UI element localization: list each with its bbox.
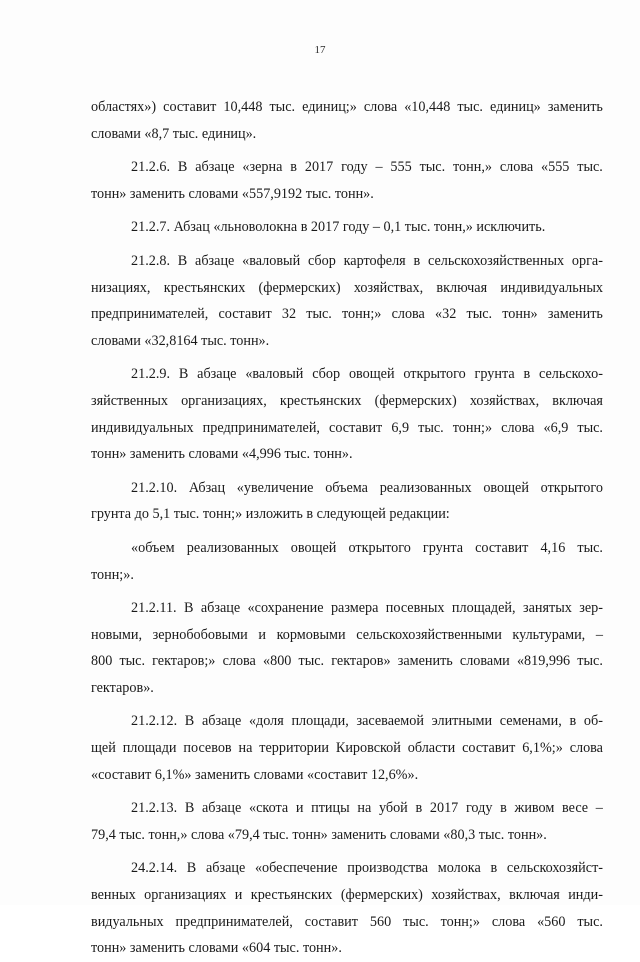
paragraph-gap xyxy=(91,528,603,535)
document-body xyxy=(91,94,603,962)
text-line: тонн» заменить словами «604 тыс. тонн». xyxy=(91,940,342,957)
page-number: 17 xyxy=(314,44,326,56)
paragraph-p-21-2-8 xyxy=(91,248,603,354)
paragraph-p-21-2-12 xyxy=(91,708,603,788)
paragraph-p-21-2-9 xyxy=(91,361,603,467)
paragraph-p-21-2-11 xyxy=(91,595,603,701)
paragraph-gap xyxy=(91,788,603,795)
paragraph-gap xyxy=(91,701,603,708)
paragraph-p-continued xyxy=(91,94,603,147)
text-line: предпринимателей, составит 32 тыс. тонн;» слова «32 тыс. тонн» заменить xyxy=(91,306,603,323)
paragraph-gap xyxy=(91,588,603,595)
text-line: зяйственных организациях, крестьянских (фермерских) хозяйствах, включая xyxy=(91,392,603,409)
text-line: видуальных предпринимателей, составит 560 тыс. тонн;» слова «560 тыс. xyxy=(91,913,603,930)
text-line: 21.2.13. В абзаце «скота и птицы на убой в 2017 году в живом весе – xyxy=(131,800,603,817)
text-line: словами «32,8164 тыс. тонн». xyxy=(91,332,270,349)
text-line: венных организациях и крестьянских (фермерских) хозяйствах, включая инди- xyxy=(91,887,603,904)
paragraph-p-24-2-14 xyxy=(91,855,603,961)
paragraph-gap xyxy=(91,147,603,154)
text-line: тонн» заменить словами «557,9192 тыс. тонн». xyxy=(91,185,374,202)
text-line: новыми, зернобобовыми и кормовыми сельскохозяйственными культурами, – xyxy=(91,626,603,643)
text-line: 21.2.12. В абзаце «доля площади, засеваемой элитными семенами, в об- xyxy=(131,713,603,730)
text-line: тонн;». xyxy=(91,566,134,583)
text-line: индивидуальных предпринимателей, составит 6,9 тыс. тонн;» слова «6,9 тыс. xyxy=(91,419,603,436)
text-line: 24.2.14. В абзаце «обеспечение производства молока в сельскохозяйст- xyxy=(131,860,603,877)
text-line: словами «8,7 тыс. единиц». xyxy=(91,125,257,142)
text-line: «составит 6,1%» заменить словами «составит 12,6%». xyxy=(91,766,419,783)
paragraph-p-21-2-10 xyxy=(91,475,603,528)
paragraph-p-quote xyxy=(91,535,603,588)
text-line: 79,4 тыс. тонн,» слова «79,4 тыс. тонн» заменить словами «80,3 тыс. тонн». xyxy=(91,826,547,843)
text-line: тонн» заменить словами «4,996 тыс. тонн». xyxy=(91,446,353,463)
text-line: областях») составит 10,448 тыс. единиц;» слова «10,448 тыс. единиц» заменить xyxy=(91,99,603,115)
paragraph-p-21-2-13 xyxy=(91,795,603,848)
paragraph-gap xyxy=(91,241,603,248)
paragraph-gap xyxy=(91,848,603,855)
paragraph-gap xyxy=(91,468,603,475)
text-line: щей площади посевов на территории Кировской области составит 6,1%;» слова xyxy=(91,740,603,757)
text-line: 21.2.6. В абзаце «зерна в 2017 году – 555 тыс. тонн,» слова «555 тыс. xyxy=(131,159,603,176)
text-line: «объем реализованных овощей открытого грунта составит 4,16 тыс. xyxy=(131,539,603,556)
paragraph-gap xyxy=(91,207,603,214)
text-line: грунта до 5,1 тыс. тонн;» изложить в следующей редакции: xyxy=(91,506,450,523)
text-line: гектаров». xyxy=(91,679,154,696)
text-line: 21.2.9. В абзаце «валовый сбор овощей открытого грунта в сельскохо- xyxy=(131,366,603,383)
paragraph-p-21-2-6 xyxy=(91,154,603,207)
text-line: 21.2.7. Абзац «льноволокна в 2017 году – 0,1 тыс. тонн,» исключить. xyxy=(131,219,546,236)
paragraph-p-21-2-7 xyxy=(91,214,603,241)
paragraph-gap xyxy=(91,354,603,361)
text-line: 21.2.11. В абзаце «сохранение размера посевных площадей, занятых зер- xyxy=(131,600,603,617)
text-line: 21.2.8. В абзаце «валовый сбор картофеля в сельскохозяйственных орга- xyxy=(131,252,603,269)
text-line: 21.2.10. Абзац «увеличение объема реализованных овощей открытого xyxy=(131,479,603,496)
text-line: 800 тыс. гектаров;» слова «800 тыс. гектаров» заменить словами «819,996 тыс. xyxy=(91,653,603,670)
text-line: низациях, крестьянских (фермерских) хозяйствах, включая индивидуальных xyxy=(91,279,603,296)
